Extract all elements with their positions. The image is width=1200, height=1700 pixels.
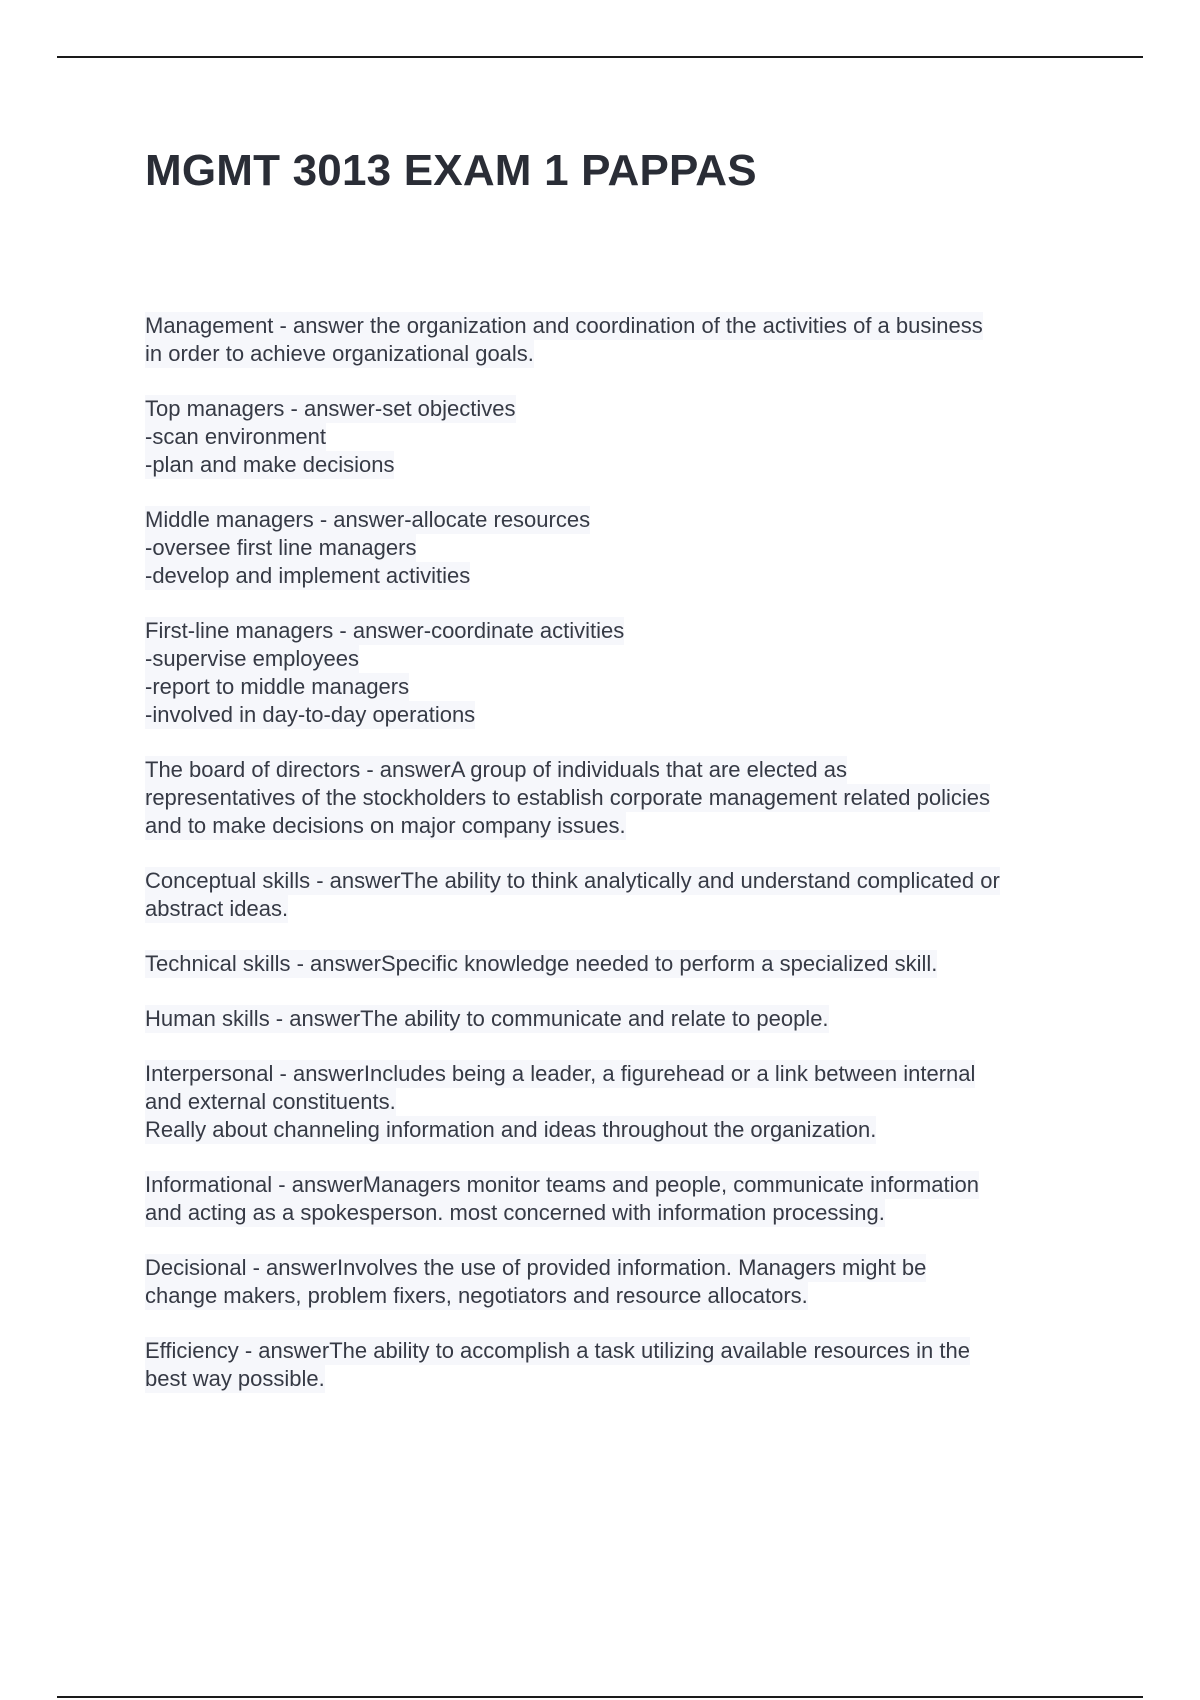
entry-line: Conceptual skills - answerThe ability to think analytically and understand complicated or [145,868,1000,893]
flashcard-entry [145,395,1095,479]
flashcard-entry [145,867,1095,923]
flashcard-entry [145,1254,1095,1310]
entry-line: change makers, problem fixers, negotiators and resource allocators. [145,1283,808,1308]
entry-line: -report to middle managers [145,674,410,699]
entry-line: -develop and implement activities [145,563,471,588]
bottom-rule [57,1696,1143,1698]
entry-line: Interpersonal - answerIncludes being a leader, a figurehead or a link between internal [145,1061,976,1086]
entry-line: Top managers - answer-set objectives [145,396,516,421]
flashcard-entry [145,1005,1095,1033]
flashcard-entry [145,950,1095,978]
entry-line: and to make decisions on major company issues. [145,813,626,838]
entry-line: and acting as a spokesperson. most concerned with information processing. [145,1200,885,1225]
entry-line: best way possible. [145,1366,325,1391]
entry-line: Middle managers - answer-allocate resources [145,507,591,532]
entry-line: Informational - answerManagers monitor teams and people, communicate information [145,1172,979,1197]
flashcard-entry [145,1171,1095,1227]
entry-line: abstract ideas. [145,896,289,921]
flashcard-entry [145,756,1095,840]
entry-line: Management - answer the organization and coordination of the activities of a business [145,313,983,338]
entry-line: and external constituents. [145,1089,396,1114]
entry-line: The board of directors - answerA group of individuals that are elected as [145,757,847,782]
entry-line: Really about channeling information and ideas throughout the organization. [145,1117,877,1142]
flashcard-entry [145,506,1095,590]
entry-line: in order to achieve organizational goals. [145,341,534,366]
entry-line: -oversee first line managers [145,535,417,560]
entry-line: Technical skills - answerSpecific knowledge needed to perform a specialized skill. [145,951,938,976]
entry-line: Decisional - answerInvolves the use of provided information. Managers might be [145,1255,927,1280]
flashcard-list [145,312,1095,1420]
entry-line: Efficiency - answerThe ability to accomplish a task utilizing available resources in the [145,1338,970,1363]
entry-line: -scan environment [145,424,326,449]
top-rule [57,56,1143,58]
flashcard-entry [145,1060,1095,1144]
entry-line: First-line managers - answer-coordinate activities [145,618,625,643]
flashcard-entry [145,1337,1095,1393]
page-title: MGMT 3013 EXAM 1 PAPPAS [145,146,757,195]
entry-line: -supervise employees [145,646,359,671]
flashcard-entry [145,617,1095,729]
entry-line: representatives of the stockholders to establish corporate management related policies [145,785,991,810]
entry-line: -involved in day-to-day operations [145,702,476,727]
entry-line: -plan and make decisions [145,452,395,477]
entry-line: Human skills - answerThe ability to communicate and relate to people. [145,1006,829,1031]
flashcard-entry [145,312,1095,368]
